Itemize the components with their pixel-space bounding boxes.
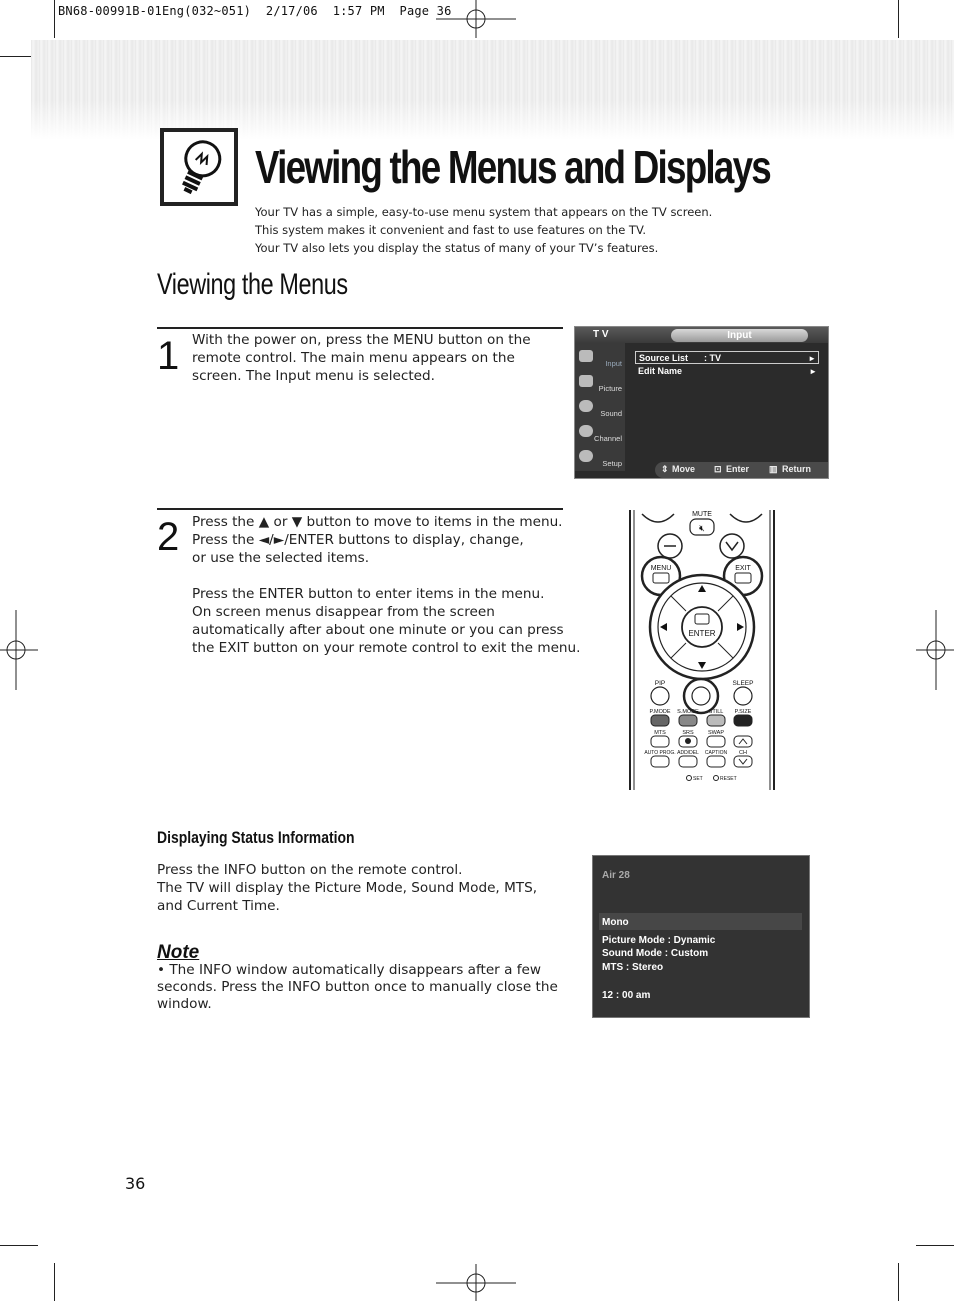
step-line: the EXIT button on your remote control to exit the menu. [192, 640, 581, 656]
remote-label: P.MODE [649, 709, 671, 715]
info-mts: MTS : Stereo [602, 962, 664, 973]
tv-row-label: Source List [639, 353, 689, 363]
remote-label: AUTO PROG. [644, 750, 676, 756]
tv-sidebar-item-input [575, 346, 625, 371]
tv-menu-row-source-list [635, 351, 819, 364]
remote-label: RESET [720, 776, 737, 782]
step-number: 2 [157, 515, 180, 559]
remote-label: SRS [682, 730, 694, 736]
tv-sidebar-label: Input [605, 359, 622, 368]
tv-footer-move: Move [672, 464, 696, 474]
print-slug: BN68-00991B-01Eng(032~051) 2/17/06 1:57 PM Page 36 [58, 4, 452, 18]
tv-menu-screen [574, 326, 829, 479]
registration-mark-left [0, 610, 38, 690]
section-title: Viewing the Menus [157, 268, 348, 301]
note-text [157, 962, 558, 1013]
svg-text:🔇︎: 🔇︎ [699, 523, 705, 533]
crop-mark [54, 1263, 55, 1301]
tv-menu-label: T V [593, 329, 609, 340]
remote-label: PIP [654, 680, 666, 687]
sound-icon [579, 400, 593, 412]
tv-row-value: : TV [704, 353, 721, 363]
return-icon: ▥ [769, 464, 778, 474]
remote-label: ADD/DEL [677, 750, 699, 756]
step-line: Press the ▲ or ▼ button to move to items in the menu. [192, 514, 563, 530]
info-sound-mode: Sound Mode : Custom [602, 948, 709, 959]
status-line: The TV will display the Picture Mode, Sound Mode, MTS, [157, 880, 538, 896]
enter-icon: ⊡ [714, 464, 722, 474]
remote-label: STILL [708, 709, 724, 715]
crop-mark [898, 1263, 899, 1301]
status-line: and Current Time. [157, 898, 280, 914]
info-time: 12 : 00 am [602, 990, 651, 1001]
page-title: Viewing the Menus and Displays [255, 141, 771, 193]
crop-mark [54, 0, 55, 38]
tv-menu-row-edit-name [635, 365, 819, 378]
tv-sidebar-item-picture [575, 371, 625, 396]
tv-sidebar-label: Channel [594, 434, 622, 443]
channel-icon [579, 425, 593, 437]
registration-mark-right [916, 610, 954, 690]
info-channel: Air 28 [602, 870, 630, 881]
info-audio-band [599, 913, 802, 930]
step-line: screen. The Input menu is selected. [192, 368, 435, 384]
remote-control-illustration [628, 510, 776, 790]
step-line [192, 567, 580, 585]
tv-sidebar-label: Sound [600, 409, 622, 418]
step-line: Press the ◄/►/ENTER buttons to display, change, [192, 532, 524, 548]
step-line: or use the selected items. [192, 550, 370, 566]
info-display-screen [592, 855, 810, 1018]
updown-icon: ⇕ [661, 464, 669, 474]
remote-label: CAPTION [704, 750, 728, 756]
crop-mark [0, 1245, 38, 1246]
registration-mark-bottom [436, 1264, 516, 1301]
tv-footer-return: Return [782, 464, 811, 474]
crop-mark [916, 1245, 954, 1246]
remote-label: P.SIZE [734, 709, 752, 715]
tv-menu-footer [655, 462, 828, 478]
arrow-right-icon: ► [809, 367, 817, 376]
step-line: Press the ENTER button to enter items in the menu. [192, 586, 545, 602]
step-line: remote control. The main menu appears on the [192, 350, 515, 366]
crop-mark [898, 0, 899, 38]
remote-label: SLEEP [732, 680, 754, 687]
step-line: With the power on, press the MENU button on the [192, 332, 531, 348]
remote-label: ENTER [688, 629, 716, 638]
status-line: Press the INFO button on the remote control. [157, 862, 463, 878]
arrow-right-icon: ► [808, 354, 816, 363]
remote-label: SET [693, 776, 703, 782]
note-line: seconds. Press the INFO button once to manually close the [157, 979, 558, 995]
input-icon [579, 350, 593, 362]
remote-label: CH [739, 750, 747, 756]
note-title: Note [157, 942, 200, 963]
intro-line: This system makes it convenient and fast to use features on the TV. [255, 223, 646, 237]
gear-icon [579, 450, 593, 462]
info-picture-mode: Picture Mode : Dynamic [602, 935, 716, 946]
header-band [31, 40, 954, 140]
tv-row-label: Edit Name [638, 366, 683, 376]
intro-line: Your TV has a simple, easy-to-use menu system that appears on the TV screen. [255, 205, 713, 219]
page-number: 36 [125, 1174, 146, 1193]
remote-label: S.MODE [677, 709, 699, 715]
intro-text [255, 203, 712, 257]
info-audio: Mono [602, 917, 629, 928]
tv-menu-header: Input [671, 329, 808, 342]
remote-label: MUTE [692, 511, 712, 518]
tv-menu-sidebar [575, 343, 625, 471]
status-text [157, 861, 537, 915]
step-number: 1 [157, 334, 180, 378]
lightbulb-icon [160, 128, 238, 206]
remote-label: SWAP [708, 730, 724, 736]
step-2-text [192, 513, 580, 657]
picture-icon [579, 375, 593, 387]
tv-sidebar-item-channel [575, 421, 625, 446]
remote-label: MTS [654, 730, 666, 736]
tv-sidebar-item-setup [575, 446, 625, 471]
step-divider [157, 508, 563, 510]
step-1-text [192, 331, 531, 385]
intro-line: Your TV also lets you display the status of many of your TV’s features. [255, 241, 659, 255]
tv-footer-enter: Enter [726, 464, 750, 474]
remote-label: MENU [650, 565, 672, 572]
note-line: • The INFO window automatically disappears after a few [157, 962, 542, 978]
tv-sidebar-label: Picture [598, 384, 622, 393]
tv-sidebar-label: Setup [602, 459, 622, 468]
remote-label: EXIT [735, 565, 751, 572]
status-section-title: Displaying Status Information [157, 828, 355, 847]
step-divider [157, 327, 563, 329]
note-line: window. [157, 996, 212, 1012]
step-line: On screen menus disappear from the screen [192, 604, 495, 620]
step-line: automatically after about one minute or you can press [192, 622, 564, 638]
tv-sidebar-item-sound [575, 396, 625, 421]
